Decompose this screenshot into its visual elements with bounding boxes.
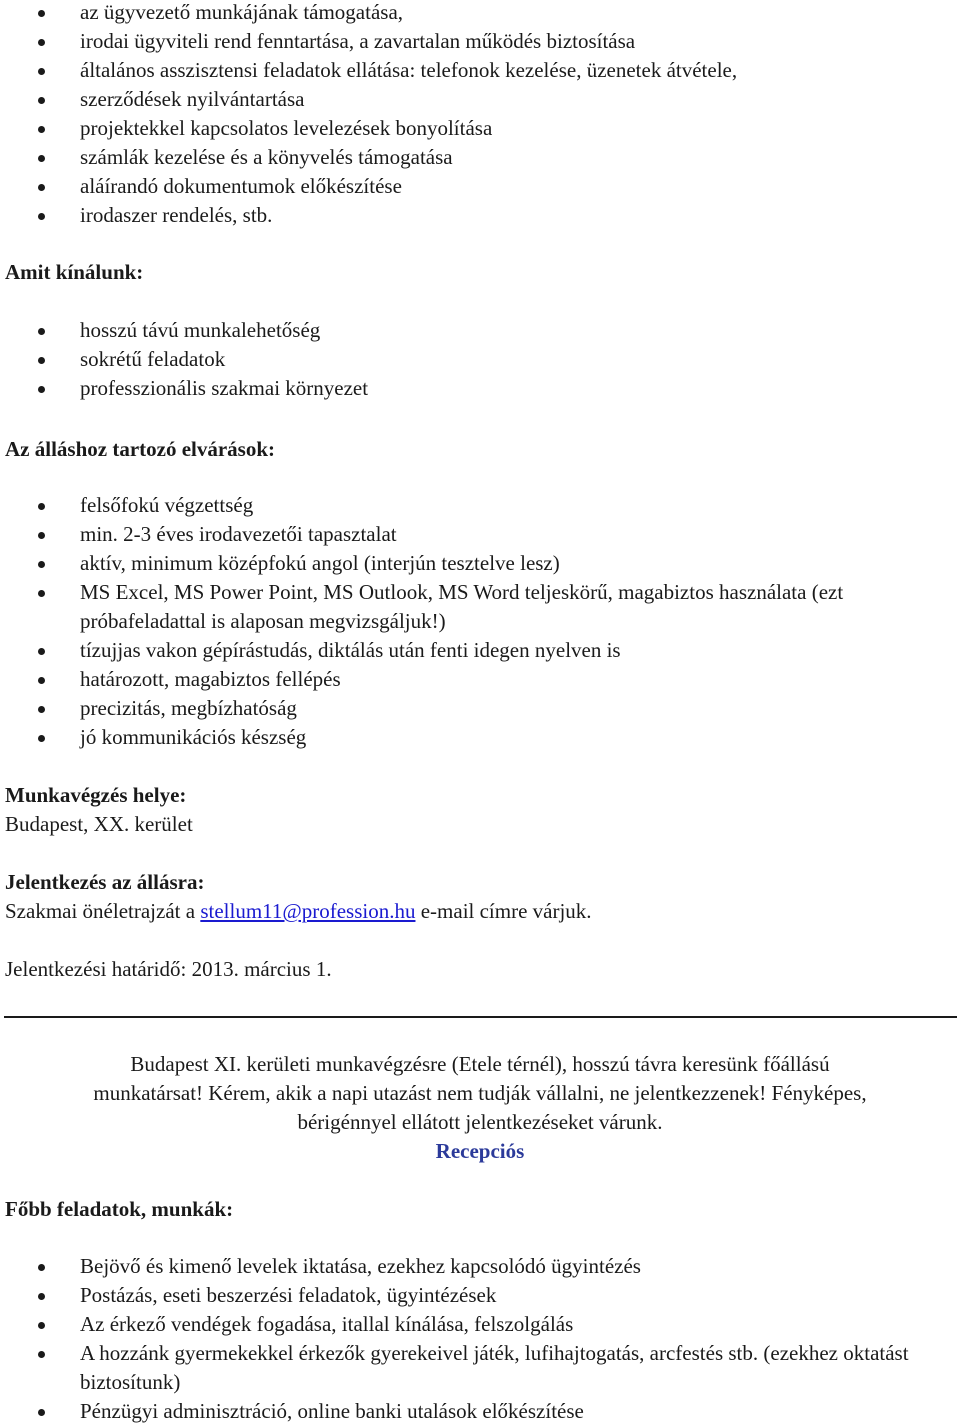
list-item: min. 2-3 éves irodavezetői tapasztalat (0, 520, 960, 549)
list-item: Postázás, eseti beszerzési feladatok, ügyintézések (0, 1281, 960, 1310)
deadline: Jelentkezési határidő: 2013. március 1. (5, 957, 332, 981)
list-item: számlák kezelése és a könyvelés támogatása (0, 143, 960, 172)
apply-heading: Jelentkezés az állásra: (5, 870, 205, 894)
intro-line: Budapest XI. kerületi munkavégzésre (Etele térnél), hosszú távra keresünk főállású (130, 1052, 830, 1076)
list-item: aktív, minimum középfokú angol (interjún tesztelve lesz) (0, 549, 960, 578)
list-item: Pénzügyi adminisztráció, online banki utalások előkészítése (0, 1397, 960, 1426)
list-item: Bejövő és kimenő levelek iktatása, ezekhez kapcsolódó ügyintézés (0, 1252, 960, 1281)
duties-list (0, 0, 960, 230)
requirements-heading: Az álláshoz tartozó elvárások: (5, 437, 276, 461)
list-item: projektekkel kapcsolatos levelezések bonyolítása (0, 114, 960, 143)
list-item: irodaszer rendelés, stb. (0, 201, 960, 230)
list-item: sokrétű feladatok (0, 345, 960, 374)
apply-text-after: e-mail címre várjuk. (415, 899, 592, 923)
list-item: jó kommunikációs készség (0, 723, 960, 752)
location-value: Budapest, XX. kerület (5, 812, 193, 836)
tasks-heading: Főbb feladatok, munkák: (5, 1197, 234, 1221)
list-item: hosszú távú munkalehetőség (0, 316, 960, 345)
role-title: Recepciós (435, 1139, 525, 1163)
offer-heading: Amit kínálunk: (5, 260, 144, 284)
list-item: felsőfokú végzettség (0, 491, 960, 520)
location-heading: Munkavégzés helye: (5, 783, 187, 807)
list-item: MS Excel, MS Power Point, MS Outlook, MS Word teljeskörű, magabiztos használata (ezt próbafeladattal is alaposan megvizsgáljuk!) (0, 578, 960, 636)
list-item: általános asszisztensi feladatok ellátása: telefonok kezelése, üzenetek átvétele, (0, 56, 960, 85)
second-ad-intro (0, 1050, 960, 1166)
apply-text-before: Szakmai önéletrajzát a (5, 899, 201, 923)
list-item: professzionális szakmai környezet (0, 374, 960, 403)
list-item: határozott, magabiztos fellépés (0, 665, 960, 694)
list-item: precizitás, megbízhatóság (0, 694, 960, 723)
list-item: Az érkező vendégek fogadása, itallal kínálása, felszolgálás (0, 1310, 960, 1339)
list-item: szerződések nyilvántartása (0, 85, 960, 114)
apply-text (5, 897, 592, 926)
list-item: tízujjas vakon gépírástudás, diktálás után fenti idegen nyelven is (0, 636, 960, 665)
list-item: A hozzánk gyermekekkel érkezők gyerekeivel játék, lufihajtogatás, arcfestés stb. (ezekhez oktatást biztosítunk) (0, 1339, 960, 1397)
section-divider (4, 1016, 957, 1018)
list-item: az ügyvezető munkájának támogatása, (0, 0, 960, 27)
intro-line: bérigénnyel ellátott jelentkezéseket várunk. (297, 1110, 663, 1134)
tasks-list (0, 1252, 960, 1426)
offer-list (0, 316, 960, 403)
list-item: irodai ügyviteli rend fenntartása, a zavartalan működés biztosítása (0, 27, 960, 56)
list-item: aláírandó dokumentumok előkészítése (0, 172, 960, 201)
email-link[interactable]: stellum11@profession.hu (200, 899, 416, 923)
requirements-list (0, 491, 960, 752)
intro-line: munkatársat! Kérem, akik a napi utazást nem tudják vállalni, ne jelentkezzenek! Fényképes, (93, 1081, 867, 1105)
